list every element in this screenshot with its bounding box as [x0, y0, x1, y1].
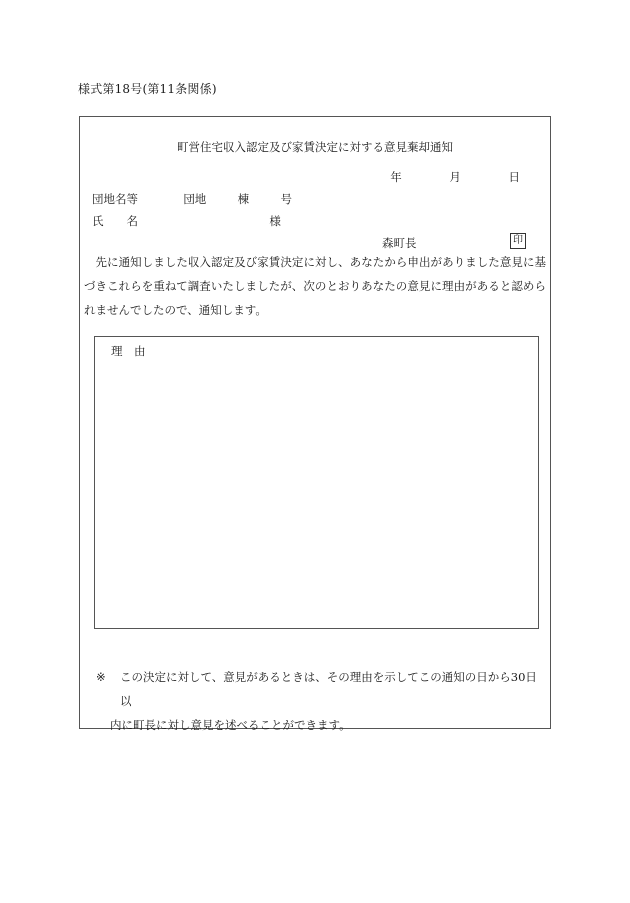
footnote	[96, 665, 544, 737]
reference-mark: ※	[96, 670, 106, 684]
address-label: 団地名等	[92, 192, 138, 206]
date-day-label: 日	[508, 170, 520, 184]
date-year-label: 年	[390, 170, 402, 184]
footnote-line-2: 内に町長に対し意見を述べることができます。	[110, 718, 351, 732]
reason-label: 理 由	[111, 344, 146, 358]
sender-title: 森町長	[382, 236, 417, 250]
address-number-label: 号	[280, 192, 292, 206]
address-danchi-label: 団地	[183, 192, 207, 206]
footnote-line-1: この決定に対して、意見があるときは、その理由を示してこの通知の日から30日以	[120, 670, 537, 708]
address-row	[92, 191, 292, 207]
form-id: 様式第18号(第11条関係)	[78, 82, 217, 96]
addressee-name-label: 氏 名	[92, 214, 138, 228]
notice-frame	[79, 116, 551, 732]
date-month-label: 月	[449, 170, 461, 184]
addressee-row	[92, 213, 281, 229]
notice-body: 先に通知しました収入認定及び家賃決定に対し、あなたから申出がありました意見に基づきこれらを重ねて調査いたしましたが、次のとおりあなたの意見に理由があると認められませんでしたので、通知します。	[84, 255, 546, 317]
addressee-honorific: 様	[269, 214, 281, 228]
address-building-label: 棟	[237, 192, 250, 206]
reason-box	[94, 336, 539, 629]
date-row	[390, 169, 520, 185]
notice-title: 町営住宅収入認定及び家賃決定に対する意見棄却通知	[177, 140, 453, 154]
seal-mark: 印	[510, 233, 526, 249]
